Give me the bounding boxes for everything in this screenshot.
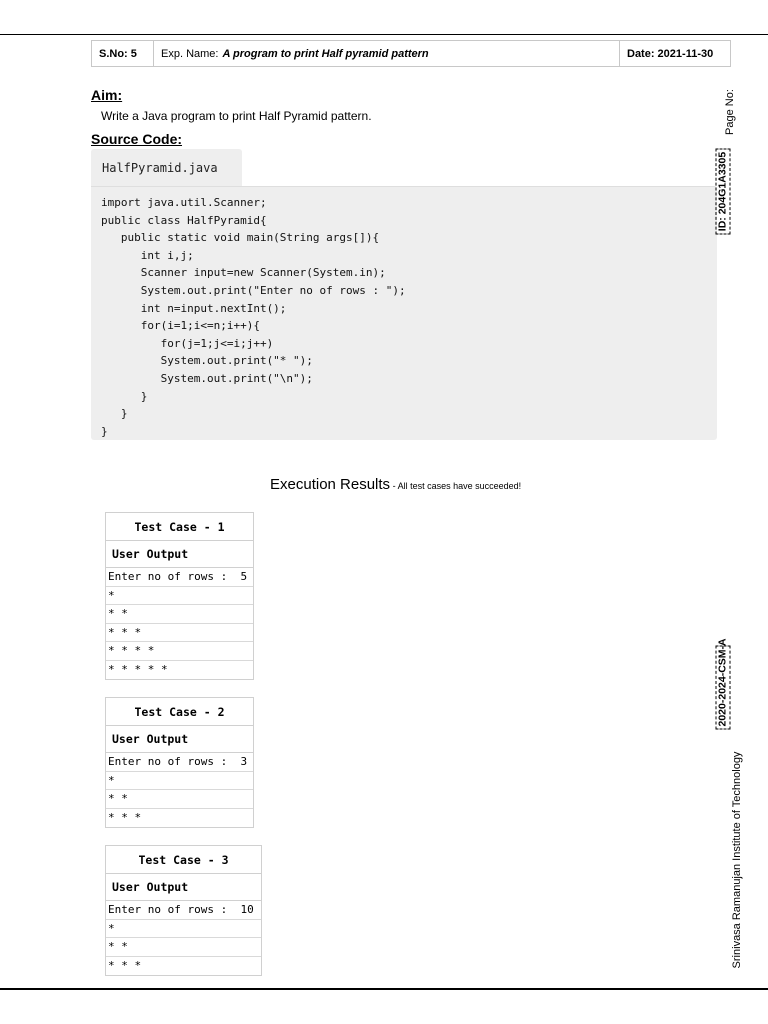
user-output-label: User Output — [106, 874, 261, 901]
output-line: * * — [106, 790, 253, 809]
output-line: Enter no of rows : 10 — [106, 901, 261, 920]
code-line: public static void main(String args[]){ — [101, 231, 380, 245]
test-case-3-table — [105, 845, 262, 976]
top-rule — [0, 34, 768, 35]
test-case-1-table — [105, 512, 254, 680]
bottom-rule — [0, 988, 768, 990]
output-line: Enter no of rows : 3 — [106, 753, 253, 772]
output-line: Enter no of rows : 5 — [106, 568, 253, 587]
code-line: int i,j; — [101, 248, 194, 262]
user-output-label: User Output — [106, 726, 253, 753]
experiment-header — [91, 40, 731, 67]
code-line: System.out.print("* "); — [101, 354, 313, 368]
aim-heading: Aim: — [91, 87, 123, 103]
code-line: for(i=1;i<=n;i++){ — [101, 319, 260, 333]
execution-results-heading: Execution Results — [270, 476, 391, 493]
output-line: * * * — [108, 811, 142, 825]
code-line: for(j=1;j<=i;j++) — [101, 336, 274, 350]
code-line: public class HalfPyramid{ — [101, 213, 267, 227]
code-line: System.out.print("Enter no of rows : "); — [101, 283, 406, 297]
test-case-title: Test Case - 2 — [106, 698, 253, 726]
user-output-label: User Output — [106, 541, 253, 568]
code-block — [91, 186, 717, 440]
output-line: * — [106, 920, 261, 939]
code-line: Scanner input=new Scanner(System.in); — [101, 266, 386, 280]
code-line: } — [101, 424, 108, 438]
student-id-label: ID: 204G1A3305 — [716, 149, 731, 235]
code-line: } — [101, 407, 128, 421]
execution-results-status: - All test cases have succeeded! — [390, 481, 522, 491]
code-line: import java.util.Scanner; — [101, 196, 267, 209]
output-line: * * * — [106, 624, 253, 643]
experiment-name-label: Exp. Name: — [161, 47, 219, 60]
page-number-label: Page No: — [724, 89, 736, 135]
experiment-name — [154, 41, 620, 66]
output-line: * * — [106, 938, 261, 957]
execution-results-title — [270, 476, 521, 494]
output-line: * * * * * — [108, 663, 168, 677]
code-line: int n=input.nextInt(); — [101, 301, 287, 315]
test-case-title: Test Case - 3 — [106, 846, 261, 874]
file-tab[interactable]: HalfPyramid.java — [91, 149, 242, 186]
test-case-2-table — [105, 697, 254, 828]
output-line: * * — [106, 605, 253, 624]
experiment-date: Date: 2021-11-30 — [627, 47, 714, 60]
aim-text: Write a Java program to print Half Pyramid pattern. — [101, 109, 372, 123]
test-case-title: Test Case - 1 — [106, 513, 253, 541]
source-code-heading: Source Code: — [91, 131, 183, 147]
code-line: } — [101, 389, 148, 403]
batch-label: 2020-2024-CSM-A — [716, 646, 731, 730]
output-line: * — [106, 772, 253, 791]
output-line: * * * — [108, 959, 142, 973]
code-line: System.out.print("\n"); — [101, 371, 313, 385]
experiment-title: A program to print Half pyramid pattern — [222, 47, 429, 60]
output-line: * — [106, 587, 253, 606]
serial-number: S.No: 5 — [92, 41, 154, 66]
output-line: * * * * — [106, 642, 253, 661]
institute-name: Srinivasa Ramanujan Institute of Technology — [731, 751, 743, 969]
